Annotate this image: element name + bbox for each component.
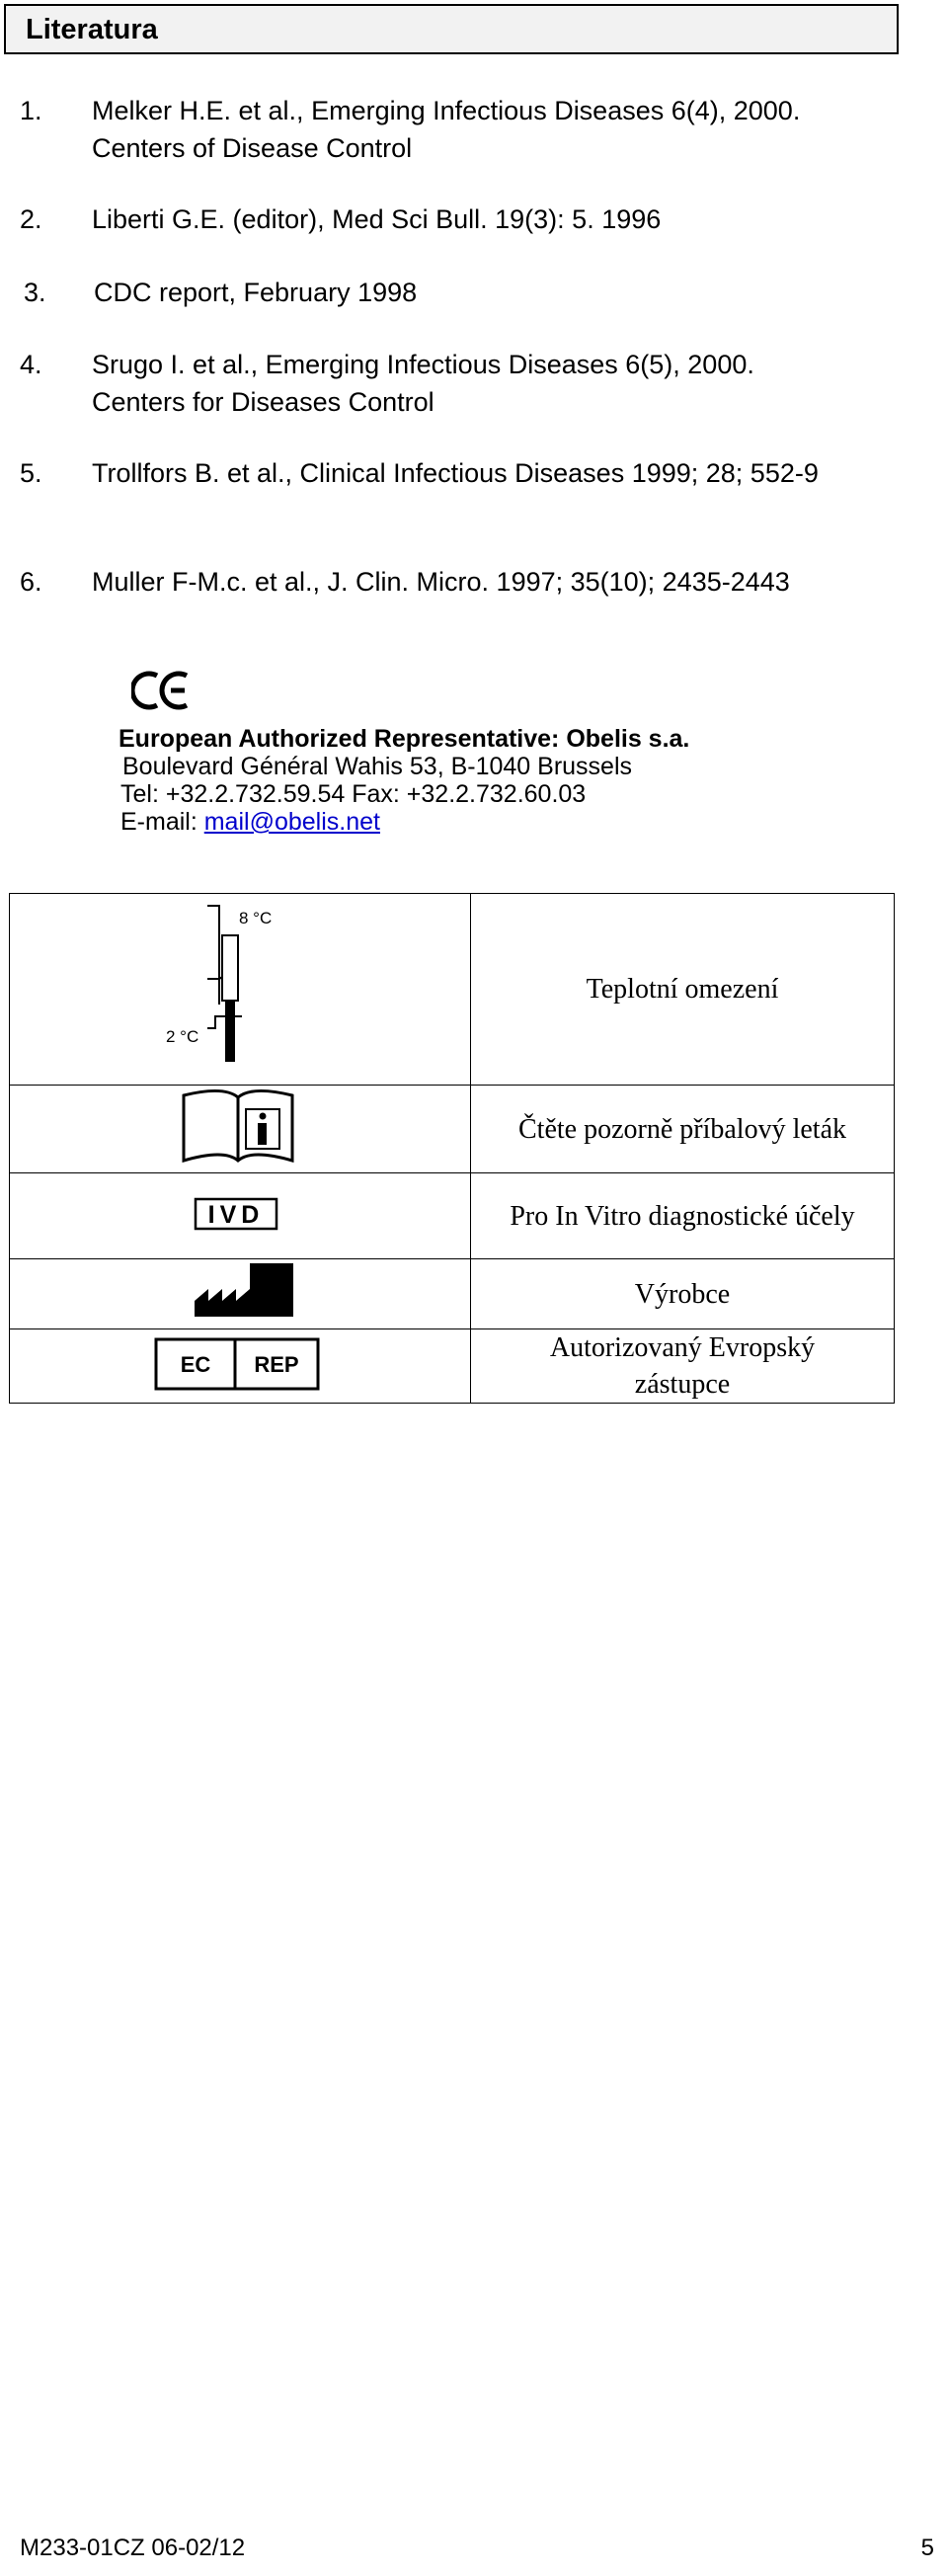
symbol-label: Čtěte pozorně příbalový leták: [471, 1086, 895, 1173]
section-title: Literatura: [26, 14, 158, 45]
symbol-row: [10, 894, 895, 1086]
symbol-cell: [10, 1329, 471, 1404]
symbol-label: Výrobce: [471, 1259, 895, 1329]
reference-text: CDC report, February 1998: [94, 278, 418, 307]
ec-code: EC: [180, 1351, 211, 1377]
reference-item: [20, 346, 889, 421]
symbol-row: [10, 1259, 895, 1329]
instructions-icon: [10, 1086, 470, 1167]
symbol-label: Teplotní omezení: [471, 894, 895, 1086]
reference-number: 4.: [20, 350, 42, 379]
symbol-cell: [10, 1259, 471, 1329]
reference-text: Muller F-M.c. et al., J. Clin. Micro. 1997; 35(10); 2435-2443: [92, 567, 790, 597]
symbol-cell: [10, 894, 471, 1086]
ce-mark-icon: [131, 668, 195, 713]
temperature-limit-icon: [10, 894, 470, 1085]
email-label: E-mail:: [120, 808, 204, 836]
document-code: M233-01CZ 06-02/12: [20, 2535, 246, 2561]
reference-item: [20, 454, 889, 492]
reference-text: Liberti G.E. (editor), Med Sci Bull. 19(3): 5. 1996: [92, 204, 662, 234]
reference-item: [20, 274, 889, 311]
representative-phone: Tel: +32.2.732.59.54 Fax: +32.2.732.60.03: [120, 780, 587, 808]
reference-number: 6.: [20, 567, 42, 597]
symbol-label: Autorizovaný Evropský zástupce: [471, 1329, 895, 1404]
ivd-code: IVD: [207, 1201, 265, 1229]
symbol-cell: [10, 1086, 471, 1173]
reference-text: Trollfors B. et al., Clinical Infectious Diseases 1999; 28; 552-9: [92, 458, 819, 488]
reference-number: 3.: [24, 278, 46, 307]
reference-item: [20, 201, 889, 238]
symbol-row: [10, 1329, 895, 1404]
representative-address: Boulevard Général Wahis 53, B-1040 Brussels: [122, 753, 633, 780]
reference-number: 1.: [20, 96, 42, 125]
authorized-representative: [118, 725, 689, 836]
symbol-row: [10, 1086, 895, 1173]
reference-text: Melker H.E. et al., Emerging Infectious Diseases 6(4), 2000. Centers of Disease Control: [92, 96, 801, 163]
reference-text: Srugo I. et al., Emerging Infectious Diseases 6(5), 2000. Centers for Diseases Control: [92, 350, 754, 417]
symbol-row: [10, 1173, 895, 1259]
reference-number: 2.: [20, 204, 42, 234]
manufacturer-icon: [10, 1259, 470, 1324]
reference-item: [20, 563, 889, 601]
symbol-label: Pro In Vitro diagnostické účely: [471, 1173, 895, 1259]
rep-code: REP: [254, 1351, 299, 1377]
section-title-box: [4, 4, 899, 54]
temp-low-label: 2 °C: [166, 1027, 199, 1046]
representative-email-line: [118, 808, 689, 836]
representative-title: European Authorized Representative: Obelis s.a.: [118, 725, 690, 753]
reference-item: [20, 92, 889, 167]
email-link[interactable]: mail@obelis.net: [203, 808, 380, 836]
page-number: 5: [920, 2535, 934, 2561]
ec-rep-icon: [10, 1331, 470, 1397]
symbols-table: [9, 893, 895, 1404]
temp-high-label: 8 °C: [239, 909, 273, 927]
ivd-icon: [10, 1173, 470, 1253]
symbol-cell: [10, 1173, 471, 1259]
reference-number: 5.: [20, 458, 42, 488]
